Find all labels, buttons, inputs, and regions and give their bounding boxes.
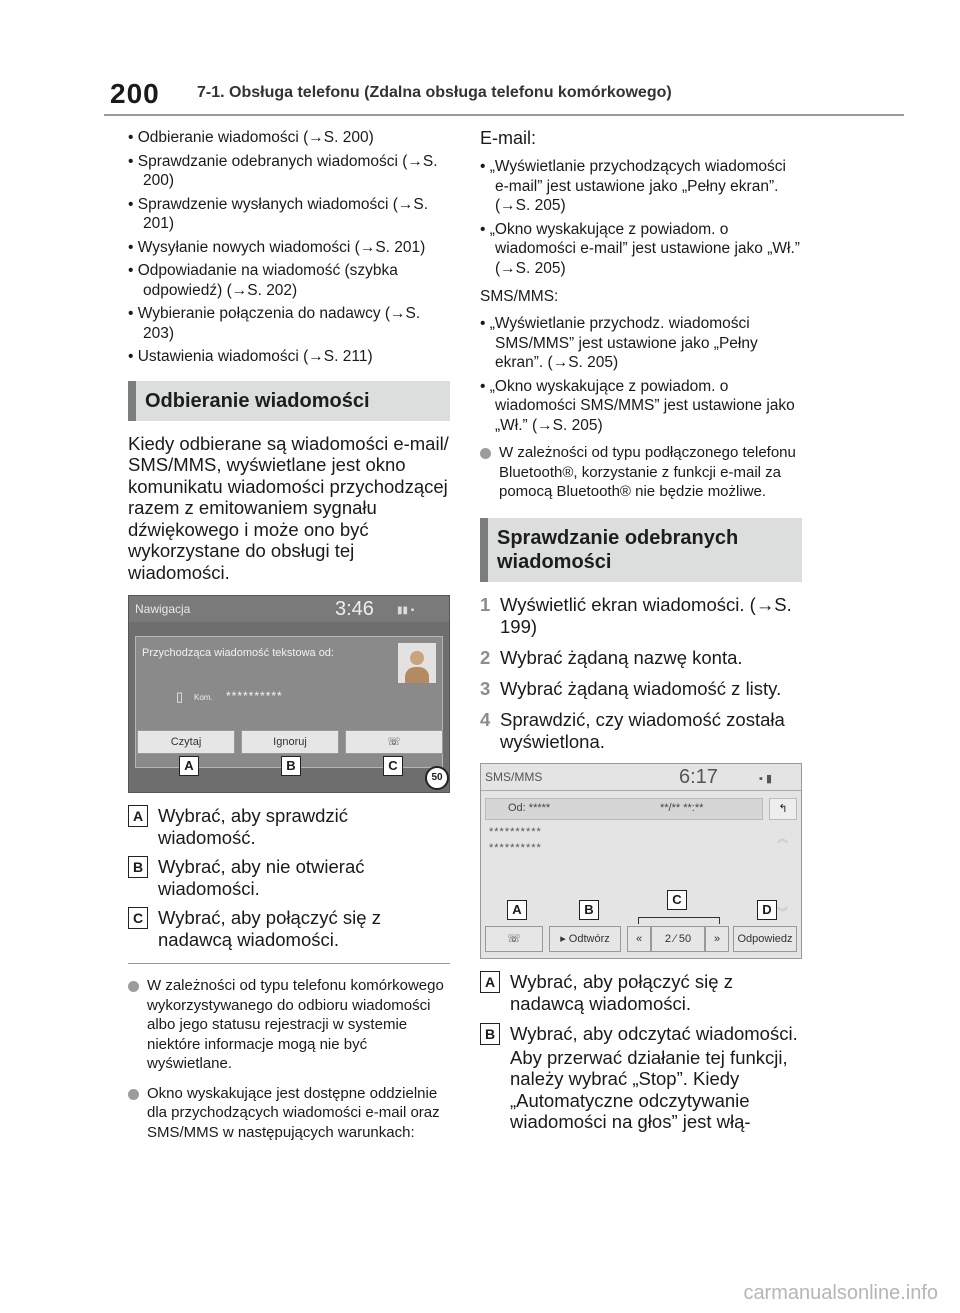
note-text: W zależności od typu podłączonego telefonu Bluetooth®, korzystanie z funkcji e-mail za pomocą Bluetooth® nie będzie możliwe. — [499, 444, 796, 500]
list-item: • Ustawienia wiadomości (→S. 211) — [128, 348, 373, 365]
message-header — [485, 798, 763, 820]
reply-button[interactable]: Odpowiedz — [733, 926, 797, 952]
lock-icon: ▪ ▮ — [759, 772, 773, 785]
list-item: • „Wyświetlanie przychodzących wiadomości e-mail” jest ustawione jako „Pełny ekran”. (→S. 205) — [480, 158, 786, 214]
chevron-left-icon: « — [635, 932, 643, 945]
phone-icon: ☏ — [507, 932, 521, 945]
callout-c: C — [383, 756, 403, 776]
header-rule — [104, 114, 904, 116]
left-column — [128, 128, 450, 1142]
note-text: W zależności od typu telefonu komórkowego wykorzystywanego do odbioru wiadomości albo jego statusu rejestracji w systemie niektóre informacje mogą nie być wyświetlane. — [147, 977, 444, 1072]
callout-continuation: Aby przerwać działanie tej funkcji, należy wybrać „Stop”. Kiedy „Automatyczne odczytywanie wiadomości na głos” jest włą- — [510, 1046, 788, 1132]
call-sender-button[interactable] — [485, 926, 543, 952]
bluetooth-note — [480, 443, 802, 502]
callout-key: A — [480, 971, 500, 993]
step-number: 3 — [480, 677, 491, 699]
callout-a: A — [179, 756, 199, 776]
sms-heading: SMS/MMS: — [480, 288, 559, 305]
note-item — [128, 1084, 450, 1143]
sms-message-screenshot — [480, 763, 802, 959]
screen-app-title: Nawigacja — [135, 602, 191, 616]
list-item — [480, 1023, 802, 1045]
list-item — [480, 971, 802, 1015]
callout-a: A — [507, 900, 527, 920]
callout-text: Wybrać, aby nie otwierać wiadomości. — [158, 856, 365, 899]
from-label: Od: ***** — [508, 801, 551, 814]
page-number: 200 — [110, 78, 160, 109]
scroll-down-icon[interactable]: ︾ — [777, 906, 788, 919]
list-item: • Odpowiadanie na wiadomość (szybka odpowiedź) (→S. 202) — [128, 262, 398, 299]
signal-icon: ▮▮ ▪ — [397, 605, 415, 616]
contact-type-label: Kom. — [194, 693, 213, 702]
list-item: • „Wyświetlanie przychodz. wiadomości SMS/MMS” jest ustawione jako „Pełny ekran”. (→S. 205) — [480, 315, 758, 371]
incoming-message-screenshot — [128, 595, 450, 793]
step-item — [480, 594, 802, 638]
callout-text: Wybrać, aby połączyć się z nadawcą wiadomości. — [158, 907, 381, 950]
message-line: ********** — [489, 825, 542, 838]
callout-key: A — [128, 805, 148, 827]
ignore-button[interactable]: Ignoruj — [241, 730, 339, 754]
list-item: • Sprawdzenie wysłanych wiadomości (→S. 201) — [128, 195, 429, 232]
callout-text: Wybrać, aby sprawdzić wiadomość. — [158, 805, 349, 848]
sender-number: ********** — [226, 689, 283, 703]
step-item — [480, 709, 802, 753]
step-number: 4 — [480, 708, 491, 730]
section-title-checking: Sprawdzanie odebranych wiadomości — [480, 518, 802, 582]
callout-key: C — [128, 907, 148, 929]
contact-avatar — [398, 643, 436, 683]
callout-text: Wybrać, aby połączyć się z nadawcą wiadomości. — [510, 970, 733, 1014]
prev-message-button[interactable] — [627, 926, 651, 952]
note-item — [128, 976, 450, 1074]
step-number: 1 — [480, 593, 491, 615]
callout-c: C — [667, 890, 687, 910]
note-bullet-icon — [128, 1089, 139, 1100]
callout-b: B — [281, 756, 301, 776]
callout-key: B — [480, 1023, 500, 1045]
message-line: ********** — [489, 841, 542, 854]
list-item — [128, 856, 450, 900]
screen-app-title: SMS/MMS — [485, 769, 543, 784]
receiving-body-text: Kiedy odbierane są wiadomości e-mail/ SMS/MMS, wyświetlane jest okno komunikatu wiadomości przychodzącej razem z emitowaniem sygnału dźwiękowego i może ono być wykorzystane do obsługi tej wiadomości. — [128, 432, 449, 583]
list-item — [128, 907, 450, 951]
back-button[interactable] — [769, 798, 797, 820]
step-item — [480, 678, 802, 700]
avatar-head-icon — [410, 651, 424, 665]
popup-title: Przychodząca wiadomość tekstowa od: — [142, 647, 334, 659]
speed-limit-icon: 50 — [425, 766, 449, 790]
phone-icon: ☏ — [387, 736, 401, 748]
list-item — [128, 805, 450, 849]
page-indicator: 2 ⁄ 50 — [651, 926, 705, 952]
callout-c-bracket — [638, 917, 720, 924]
next-message-button[interactable] — [705, 926, 729, 952]
step-number: 2 — [480, 646, 491, 668]
read-button[interactable]: Czytaj — [137, 730, 235, 754]
email-heading: E-mail: — [480, 128, 537, 148]
right-column — [480, 128, 802, 1133]
right-callout-list — [480, 971, 802, 1133]
play-button[interactable]: ▸ Odtwórz — [549, 926, 621, 952]
avatar-body-icon — [405, 667, 429, 683]
callout-key: B — [128, 856, 148, 878]
back-icon: ↰ — [778, 802, 788, 815]
step-item — [480, 647, 802, 669]
step-text: Wyświetlić ekran wiadomości. (→S. 199) — [500, 593, 792, 637]
left-bullet-list — [128, 128, 450, 367]
list-item: • Sprawdzanie odebranych wiadomości (→S. 200) — [128, 152, 438, 189]
notes-divider — [128, 963, 450, 964]
callout-d: D — [757, 900, 777, 920]
screen-divider — [481, 790, 801, 791]
phone-device-icon: ▯ — [176, 689, 184, 704]
left-callout-list — [128, 805, 450, 951]
section-title-receiving: Odbieranie wiadomości — [128, 381, 450, 421]
list-item: • Odbieranie wiadomości (→S. 200) — [128, 129, 374, 146]
note-bullet-icon — [480, 448, 491, 459]
note-text: Okno wyskakujące jest dostępne oddzielnie dla przychodzących wiadomości e-mail oraz SMS/MMS w następujących warunkach: — [147, 1084, 440, 1141]
step-text: Sprawdzić, czy wiadomość została wyświetlona. — [500, 708, 785, 752]
section-header: 7-1. Obsługa telefonu (Zdalna obsługa telefonu komórkowego) — [197, 84, 672, 101]
screen-clock: 3:46 — [335, 598, 374, 620]
scroll-up-icon[interactable]: ︽ — [777, 832, 788, 845]
chevron-right-icon: » — [713, 932, 721, 945]
callout-b: B — [579, 900, 599, 920]
list-item: • Wybieranie połączenia do nadawcy (→S. 203) — [128, 305, 421, 342]
left-notes — [128, 976, 450, 1142]
list-item: • „Okno wyskakujące z powiadom. o wiadomości SMS/MMS” jest ustawione jako „Wł.” (→S. 205) — [480, 377, 795, 434]
note-bullet-icon — [128, 981, 139, 992]
list-item: • „Okno wyskakujące z powiadom. o wiadomości e-mail” jest ustawione jako „Wł.” (→S. 205) — [480, 220, 800, 277]
screen-clock: 6:17 — [679, 765, 718, 788]
message-date: **/** **:** — [660, 801, 704, 814]
callout-text: Wybrać, aby odczytać wiadomości. — [510, 1022, 798, 1044]
list-item: • Wysyłanie nowych wiadomości (→S. 201) — [128, 238, 426, 256]
step-text: Wybrać żądaną wiadomość z listy. — [500, 677, 782, 699]
watermark: carmanualsonline.info — [743, 1282, 938, 1304]
step-list — [480, 594, 802, 753]
call-button[interactable] — [345, 730, 443, 754]
step-text: Wybrać żądaną nazwę konta. — [500, 646, 743, 668]
